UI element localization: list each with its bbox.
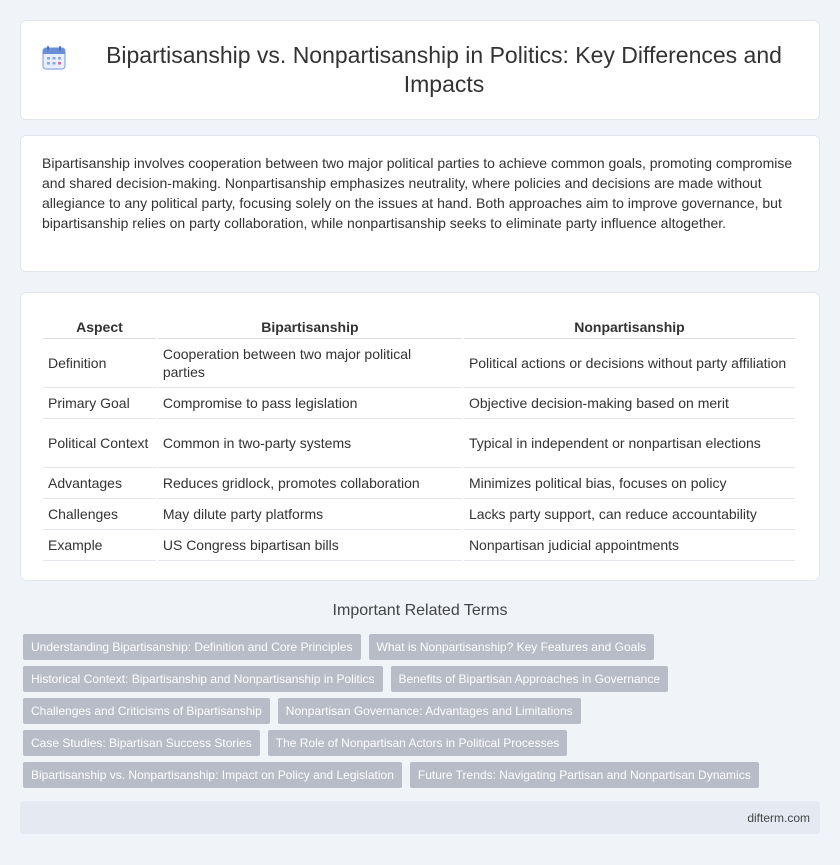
header-card xyxy=(20,20,820,120)
cell-bipartisanship: US Congress bipartisan bills xyxy=(158,530,462,561)
table-row xyxy=(43,530,795,561)
footer-site-link[interactable]: difterm.com xyxy=(747,810,810,825)
cell-aspect: Political Context xyxy=(43,419,156,468)
cell-aspect: Advantages xyxy=(43,468,156,499)
cell-nonpartisanship: Lacks party support, can reduce accountability xyxy=(464,499,795,530)
cell-nonpartisanship: Typical in independent or nonpartisan elections xyxy=(464,419,795,468)
cell-aspect: Example xyxy=(43,530,156,561)
table-row xyxy=(43,468,795,499)
related-term-tag[interactable]: Case Studies: Bipartisan Success Stories xyxy=(23,730,260,756)
cell-aspect: Primary Goal xyxy=(43,388,156,419)
comparison-table xyxy=(41,311,797,561)
related-terms-title: Important Related Terms xyxy=(332,602,508,619)
related-term-tag[interactable]: Benefits of Bipartisan Approaches in Governance xyxy=(391,666,669,692)
tag-row xyxy=(23,634,823,660)
cell-aspect: Challenges xyxy=(43,499,156,530)
cell-bipartisanship: Cooperation between two major political parties xyxy=(158,339,462,388)
cell-bipartisanship: Compromise to pass legislation xyxy=(158,388,462,419)
tag-row xyxy=(23,698,823,724)
cell-nonpartisanship: Objective decision-making based on merit xyxy=(464,388,795,419)
footer xyxy=(20,801,820,834)
header-nonpartisanship: Nonpartisanship xyxy=(464,311,795,339)
comparison-card xyxy=(20,292,820,581)
related-term-tag[interactable]: Bipartisanship vs. Nonpartisanship: Impact on Policy and Legislation xyxy=(23,762,402,788)
related-term-tag[interactable]: Understanding Bipartisanship: Definition and Core Principles xyxy=(23,634,361,660)
table-row xyxy=(43,419,795,468)
intro-paragraph: Bipartisanship involves cooperation between two major political parties to achieve common goals, promoting compromise and shared decision-making. Nonpartisanship emphasizes neutrality, where policies and decisions are made without allegiance to any political party, focusing solely on the issues at hand. Both approaches aim to improve governance, but bipartisanship relies on party collaboration, while nonpartisanship seeks to eliminate party influence altogether. xyxy=(42,155,793,231)
cell-nonpartisanship: Political actions or decisions without party affiliation xyxy=(464,339,795,388)
table-row xyxy=(43,339,795,388)
cell-bipartisanship: May dilute party platforms xyxy=(158,499,462,530)
tag-row xyxy=(23,666,823,692)
header-bipartisanship: Bipartisanship xyxy=(158,311,462,339)
cell-nonpartisanship: Minimizes political bias, focuses on policy xyxy=(464,468,795,499)
related-term-tag[interactable]: Challenges and Criticisms of Bipartisanship xyxy=(23,698,270,724)
related-term-tag[interactable]: Historical Context: Bipartisanship and Nonpartisanship in Politics xyxy=(23,666,383,692)
tag-row xyxy=(23,762,823,788)
related-term-tag[interactable]: The Role of Nonpartisan Actors in Political Processes xyxy=(268,730,567,756)
related-term-tag[interactable]: Nonpartisan Governance: Advantages and Limitations xyxy=(278,698,581,724)
page-title: Bipartisanship vs. Nonpartisanship in Politics: Key Differences and Impacts xyxy=(106,42,782,97)
cell-aspect: Definition xyxy=(43,339,156,388)
related-term-tag[interactable]: Future Trends: Navigating Partisan and Nonpartisan Dynamics xyxy=(410,762,759,788)
intro-card xyxy=(20,135,820,272)
table-row xyxy=(43,388,795,419)
header-aspect: Aspect xyxy=(43,311,156,339)
header-inner xyxy=(41,41,799,99)
cell-bipartisanship: Common in two-party systems xyxy=(158,419,462,468)
calendar-icon xyxy=(41,45,67,71)
table-row xyxy=(43,499,795,530)
tag-row xyxy=(23,730,823,756)
related-term-tag[interactable]: What is Nonpartisanship? Key Features and Goals xyxy=(369,634,654,660)
related-terms-list xyxy=(23,634,823,794)
cell-bipartisanship: Reduces gridlock, promotes collaboration xyxy=(158,468,462,499)
cell-nonpartisanship: Nonpartisan judicial appointments xyxy=(464,530,795,561)
